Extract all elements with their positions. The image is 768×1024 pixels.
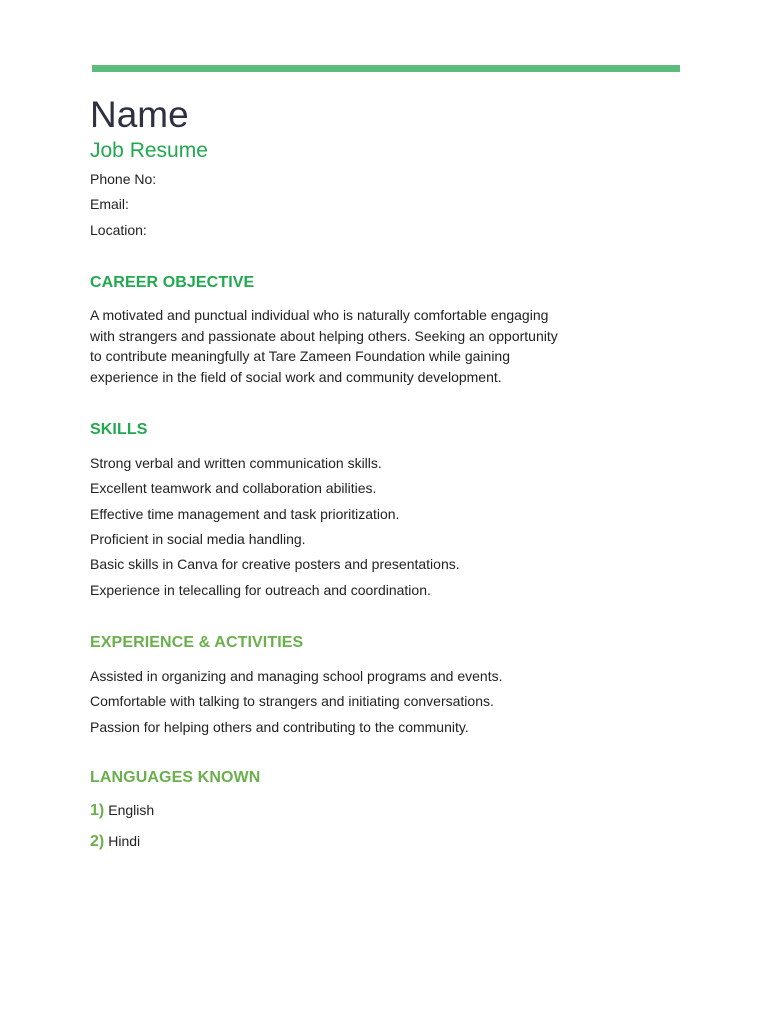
language-name: Hindi xyxy=(108,833,141,849)
skill-item: Excellent teamwork and collaboration abilities. xyxy=(90,480,377,496)
experience-item: Comfortable with talking to strangers and initiating conversations. xyxy=(90,693,494,709)
career-objective-text: A motivated and punctual individual who is naturally comfortable engaging with strangers and passionate about helping others. Seeking an opportunity to contribute meaningfully at Tare Zameen Foundation while gaining experience in the field of social work and community development. xyxy=(90,307,558,385)
resume-name: Name xyxy=(90,94,189,135)
skill-item: Experience in telecalling for outreach and coordination. xyxy=(90,582,431,598)
top-accent-rule xyxy=(92,65,680,72)
language-item xyxy=(90,831,140,852)
email-label: Email: xyxy=(90,196,129,212)
career-objective-heading: CAREER OBJECTIVE xyxy=(90,274,255,291)
location-label: Location: xyxy=(90,222,147,238)
skill-item: Proficient in social media handling. xyxy=(90,531,306,547)
phone-label: Phone No: xyxy=(90,171,157,187)
skill-item: Basic skills in Canva for creative posters and presentations. xyxy=(90,556,460,572)
skill-item: Strong verbal and written communication skills. xyxy=(90,455,382,471)
experience-item: Assisted in organizing and managing school programs and events. xyxy=(90,668,503,684)
language-item xyxy=(90,800,154,821)
experience-item: Passion for helping others and contributing to the community. xyxy=(90,719,469,735)
language-number: 1) xyxy=(90,802,105,819)
language-number: 2) xyxy=(90,833,105,850)
language-name: English xyxy=(108,802,155,818)
experience-heading: EXPERIENCE & ACTIVITIES xyxy=(90,634,304,651)
languages-heading: LANGUAGES KNOWN xyxy=(90,769,261,786)
skill-item: Effective time management and task prioritization. xyxy=(90,506,400,522)
skills-heading: SKILLS xyxy=(90,421,148,438)
resume-subtitle: Job Resume xyxy=(90,139,208,162)
